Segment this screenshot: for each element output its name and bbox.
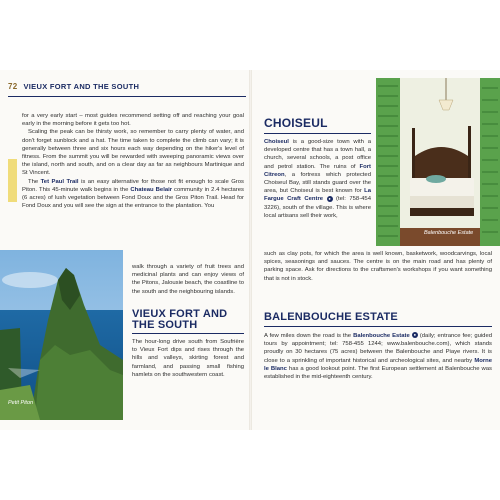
choiseul-paragraph (264, 138, 371, 220)
text-run: The (28, 178, 41, 185)
text-run: , a fortress which protected Choiseul Bay, still stands guard over the area, but Choiseul is best known for (264, 171, 371, 195)
text-run: (tel: 758-454 3226), south of the village. This is where local artisans sell their work, (264, 196, 371, 219)
tet-paul-trail-name: Tet Paul Trail (40, 178, 79, 185)
section-heading-vieux-fort: VIEUX FORT AND THE SOUTH (132, 308, 228, 331)
section-heading-choiseul: CHOISEUL (264, 116, 328, 130)
balenbouche-paragraph (264, 332, 492, 381)
vieux-fort-text: The hour-long drive south from Soufrière to Vieux Fort dips and rises through the hills and valleys, skirting forest and farmland, and passing small fishing hamlets on the southwestern coast. (132, 339, 244, 378)
morne-le-blanc-name: Morne le Blanc (264, 357, 492, 372)
la-fargue-name: La Fargue Craft Centre (264, 188, 371, 203)
map-reference-icon: ● (413, 332, 417, 338)
text-run: community in 2.4 hectares (6 acres) of lush vegetation between Fond Doux and the Gros Piton Trail. Head for Fond Doux and you will see the sign at the entrance to the plantation. You (22, 186, 244, 210)
balenbouche-estate-photo (376, 78, 500, 246)
photo-caption: Balenbouche Estate (424, 230, 474, 236)
fort-citreon-name: Fort Citreon (264, 163, 371, 178)
balenbouche-estate-name: Balenbouche Estate (353, 333, 410, 339)
intro-paragraph: for a very early start – most guides recommend setting off and reaching your goal early in the morning before it gets too hot. (22, 113, 244, 128)
left-intro-text (22, 112, 244, 210)
text-run: (daily; entrance fee; guided tours by appointment; tel: 758-455 1244; www.balenbouche.com), which stands proudly on 30 hectares (75 acres) between the Balenbouche and Piaye rivers. It is close to a sprinkling of important historical and archeological sites, and nearby (264, 333, 493, 364)
text-run: has a good lookout point. The first European settlement at Balenbouche was established in the mid-eighteenth century. (264, 365, 492, 381)
chateau-belair-name: Chateau Belair (130, 186, 173, 193)
photo-caption: Petit Piton (8, 400, 34, 406)
book-gutter (249, 70, 252, 430)
choiseul-continued-text: such as clay pots, for which the area is well known, basketwork, woodcarvings, local spices, seasonings and sauces. The centre is on the main road and has plenty of parking space. Ask for directions to the craftsmen's workshops if you want something that is not in stock. (264, 251, 492, 282)
running-head-title: VIEUX FORT AND THE SOUTH (23, 81, 140, 91)
petit-piton-illustration (0, 250, 123, 420)
choiseul-continued (264, 250, 492, 283)
choiseul-name: Choiseul (264, 139, 289, 145)
page-number: 72 (8, 81, 18, 91)
tet-paul-continued (132, 263, 244, 296)
balenbouche-text (264, 332, 492, 381)
petit-piton-photo (0, 250, 123, 420)
map-reference-icon: ● (328, 195, 331, 201)
tet-paul-paragraph (22, 178, 244, 211)
section-heading-balenbouche: BALENBOUCHE ESTATE (264, 311, 398, 323)
running-header (8, 78, 246, 94)
estate-room-illustration (376, 78, 500, 246)
header-rule (8, 96, 246, 97)
vieux-fort-intro (132, 338, 244, 379)
section-rule (264, 326, 492, 327)
intro-paragraph: Scaling the peak can be thirsty work, so remember to carry plenty of water, and don't forget sunblock and a hat. The time taken to complete the climb can vary; it is generally between three and six hours each way depending on the hiker's level of fitness. From the summit you will be rewarded with sweeping panoramic views over the island, north and south, and on a clear day as far as neighbours Martinique and St Vincent. (22, 129, 244, 177)
text-run: A few miles down the road is the (264, 333, 354, 339)
text-run: is a good-size town with a developed centre that has a town hall, a church, several schools, a post office and petrol station. The ruins of (264, 139, 371, 170)
section-rule (132, 333, 244, 334)
text-run: is an easy alternative for those not fit enough to scale Gros Piton. This 45-minute walk begins in the (22, 178, 244, 193)
section-tab-marker (8, 159, 17, 202)
choiseul-text (264, 138, 371, 220)
tet-paul-continued-text: walk through a variety of fruit trees and medicinal plants and can enjoy views of the Pitons, Jalousie beach, the coastline to the south and the neighbouring islands. (132, 264, 244, 295)
section-rule (264, 133, 371, 134)
